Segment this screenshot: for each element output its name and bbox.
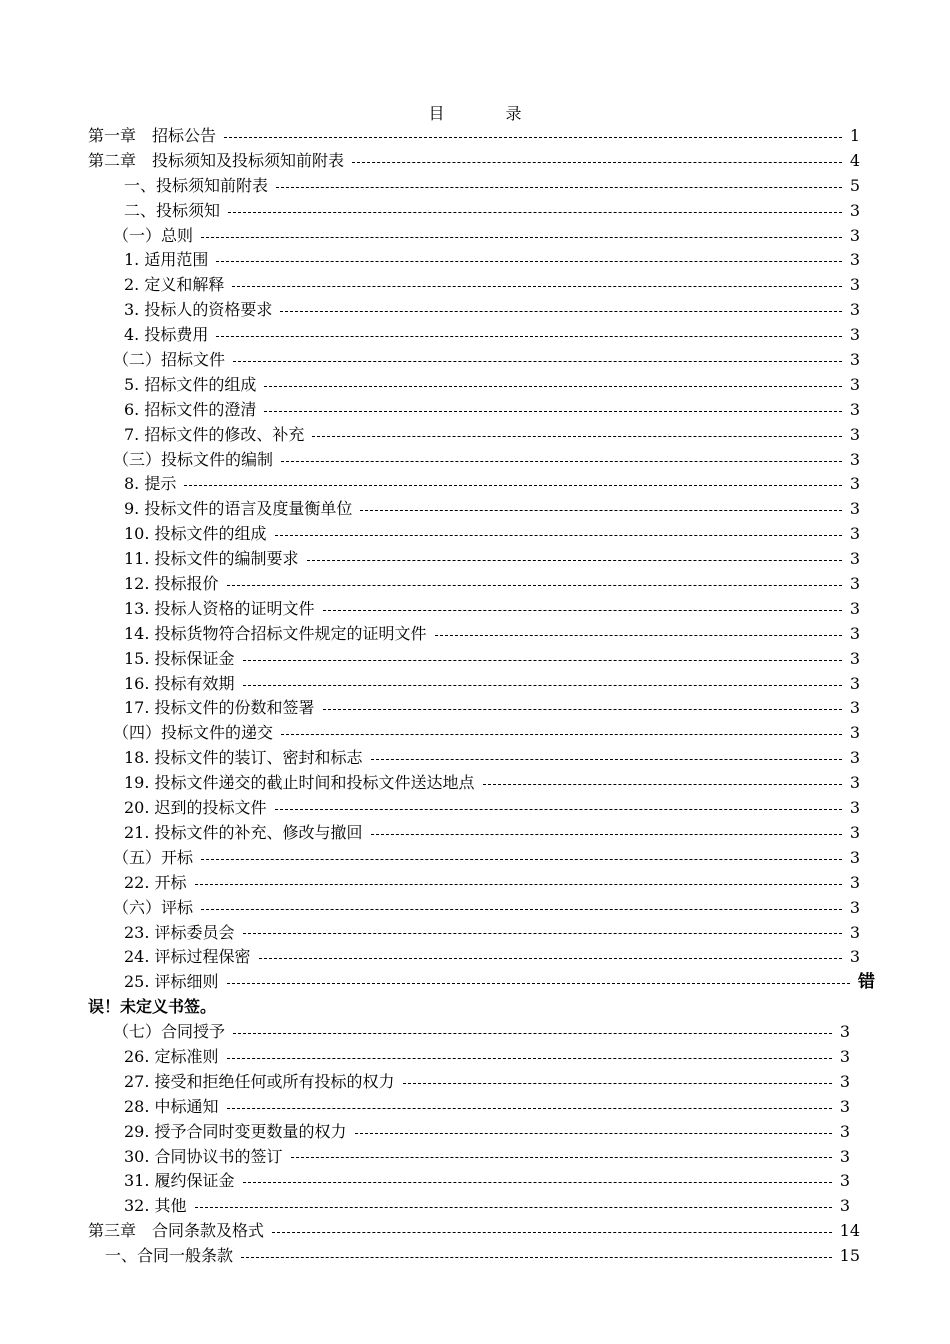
toc-entry[interactable] [0, 1145, 950, 1170]
dotted-leader [264, 386, 841, 387]
toc-entry[interactable] [0, 373, 950, 398]
toc-entry[interactable] [0, 721, 950, 746]
toc-entry-label: （二）招标文件 [113, 350, 226, 370]
toc-entry-label: 4. 投标费用 [124, 325, 209, 345]
toc-entry[interactable] [0, 472, 950, 497]
dotted-leader [281, 461, 842, 462]
toc-entry-label: 第二章 投标须知及投标须知前附表 [88, 150, 345, 170]
toc-entry[interactable] [0, 1120, 950, 1145]
toc-entry-label: 16. 投标有效期 [124, 673, 235, 693]
toc-entry-label: 2. 定义和解释 [124, 275, 225, 295]
toc-entry[interactable] [0, 1070, 950, 1095]
toc-entry[interactable] [0, 348, 950, 373]
dotted-leader [243, 1182, 832, 1183]
toc-entry-label: 9. 投标文件的语言及度量衡单位 [124, 499, 353, 519]
toc-entry-page-number: 3 [849, 872, 860, 892]
toc-entry-page-number: 3 [839, 1196, 850, 1216]
toc-entry-page-number: 3 [849, 574, 860, 594]
dotted-leader [259, 958, 842, 959]
toc-entry[interactable] [0, 174, 950, 199]
toc-entry-label: 二、投标须知 [124, 200, 221, 220]
toc-entry-label: 14. 投标货物符合招标文件规定的证明文件 [124, 623, 427, 643]
toc-entry-label: （五）开标 [113, 847, 194, 867]
toc-entry-label: 8. 提示 [124, 474, 177, 494]
dotted-leader [201, 859, 842, 860]
dotted-leader [280, 311, 841, 312]
toc-entry[interactable] [0, 248, 950, 273]
toc-entry-label: 20. 迟到的投标文件 [124, 798, 267, 818]
toc-entry[interactable] [0, 696, 950, 721]
toc-entry-page-number: 3 [849, 449, 860, 469]
toc-entry-label: 25. 评标细则 [124, 972, 219, 992]
toc-entry[interactable] [0, 224, 950, 249]
toc-entry-page-number: 3 [849, 897, 860, 917]
toc-entry[interactable] [0, 323, 950, 348]
toc-entry[interactable] [0, 398, 950, 423]
toc-entry-page-number: 3 [849, 922, 860, 942]
dotted-leader [195, 1207, 832, 1208]
toc-entry[interactable] [0, 821, 950, 846]
toc-entry[interactable] [0, 448, 950, 473]
toc-entry-label: 17. 投标文件的份数和签署 [124, 698, 315, 718]
toc-entry-page-number: 3 [839, 1046, 850, 1066]
dotted-leader [243, 660, 842, 661]
toc-entry[interactable] [0, 1095, 950, 1120]
toc-entry-label: （七）合同授予 [113, 1022, 226, 1042]
toc-entry-label: 32. 其他 [124, 1196, 187, 1216]
toc-entry-label: 24. 评标过程保密 [124, 947, 251, 967]
dotted-leader [371, 759, 842, 760]
toc-entry-label: （六）评标 [113, 897, 194, 917]
toc-entry-label: 22. 开标 [124, 872, 187, 892]
dotted-leader [352, 162, 842, 163]
toc-entry[interactable] [0, 896, 950, 921]
toc-entry-page-number: 5 [849, 175, 860, 195]
toc-entry-page-number: 1 [849, 126, 860, 145]
toc-entry-page-number: 3 [849, 499, 860, 519]
toc-entry-page-number: 3 [849, 847, 860, 867]
toc-entry[interactable] [0, 1194, 950, 1219]
toc-entry-label: 5. 招标文件的组成 [124, 374, 257, 394]
toc-entry-page-number: 3 [849, 822, 860, 842]
toc-entry-label: 10. 投标文件的组成 [124, 524, 267, 544]
toc-entry-label: （四）投标文件的递交 [113, 723, 274, 743]
toc-entry-page-number: 3 [849, 374, 860, 394]
toc-entry-label: 6. 招标文件的澄清 [124, 399, 257, 419]
toc-entry[interactable] [0, 1244, 950, 1269]
toc-entry[interactable] [0, 124, 950, 149]
dotted-leader [435, 635, 842, 636]
toc-entry-label: 21. 投标文件的补充、修改与撤回 [124, 822, 363, 842]
toc-entry-page-number: 3 [839, 1146, 850, 1166]
dotted-leader [216, 336, 841, 337]
toc-entry-page-number: 3 [849, 798, 860, 818]
table-of-contents [0, 124, 950, 1269]
toc-entry-label: 30. 合同协议书的签订 [124, 1146, 283, 1166]
dotted-leader [275, 809, 842, 810]
toc-entry-page-number: 3 [849, 275, 860, 295]
toc-entry[interactable] [0, 970, 950, 995]
toc-entry-page-number: 3 [849, 200, 860, 220]
toc-entry-label: 27. 接受和拒绝任何或所有投标的权力 [124, 1071, 395, 1091]
dotted-leader [307, 560, 842, 561]
dotted-leader [233, 1033, 832, 1034]
dotted-leader [360, 510, 841, 511]
dotted-leader [276, 187, 842, 188]
toc-entry-page-number: 3 [849, 723, 860, 743]
toc-entry-label: 28. 中标通知 [124, 1096, 219, 1116]
toc-entry-page-number: 3 [849, 698, 860, 718]
toc-entry[interactable] [0, 771, 950, 796]
dotted-leader [227, 1108, 832, 1109]
toc-entry-page-number: 3 [849, 549, 860, 569]
dotted-leader [184, 485, 841, 486]
toc-entry[interactable] [0, 1045, 950, 1070]
toc-entry[interactable] [0, 547, 950, 572]
dotted-leader [241, 1257, 832, 1258]
toc-entry-label: （三）投标文件的编制 [113, 449, 274, 469]
toc-entry-label: 7. 招标文件的修改、补充 [124, 424, 305, 444]
toc-entry[interactable] [0, 945, 950, 970]
toc-entry-page-number: 3 [849, 773, 860, 793]
toc-entry-label: 18. 投标文件的装订、密封和标志 [124, 748, 363, 768]
dotted-leader [216, 261, 841, 262]
toc-entry-label: 1. 适用范围 [124, 250, 209, 270]
toc-entry[interactable] [0, 199, 950, 224]
toc-entry[interactable] [0, 871, 950, 896]
toc-entry-page-number: 3 [839, 1171, 850, 1191]
toc-entry-label: 11. 投标文件的编制要求 [124, 549, 299, 569]
toc-entry-label: 一、投标须知前附表 [124, 175, 269, 195]
toc-entry-page-number: 3 [849, 623, 860, 643]
dotted-leader [323, 610, 842, 611]
toc-entry-label: 一、合同一般条款 [105, 1246, 234, 1266]
toc-entry[interactable] [0, 1020, 950, 1045]
toc-entry[interactable] [0, 796, 950, 821]
dotted-leader [312, 436, 841, 437]
toc-entry-page-number: 3 [849, 325, 860, 345]
dotted-leader [291, 1157, 832, 1158]
dotted-leader [281, 734, 842, 735]
toc-entry-page-number: 3 [849, 748, 860, 768]
toc-entry[interactable] [0, 572, 950, 597]
toc-entry-page-number: 3 [849, 300, 860, 320]
dotted-leader [233, 361, 842, 362]
dotted-leader [403, 1083, 832, 1084]
toc-entry-label: （一）总则 [113, 225, 194, 245]
toc-entry-page-number: 3 [849, 598, 860, 618]
dotted-leader [228, 212, 842, 213]
toc-entry-page-number: 3 [849, 424, 860, 444]
toc-entry[interactable] [0, 597, 950, 622]
toc-entry[interactable] [0, 672, 950, 697]
toc-entry-label: 15. 投标保证金 [124, 648, 235, 668]
dotted-leader [264, 411, 841, 412]
toc-entry[interactable] [0, 149, 950, 174]
toc-entry-page-number: 3 [849, 250, 860, 270]
toc-entry-label: 12. 投标报价 [124, 574, 219, 594]
toc-entry[interactable] [0, 647, 950, 672]
dotted-leader [243, 685, 842, 686]
dotted-leader [275, 535, 842, 536]
toc-entry-page-number: 3 [849, 673, 860, 693]
toc-entry-label: 19. 投标文件递交的截止时间和投标文件送达地点 [124, 773, 475, 793]
toc-entry-page-number: 3 [839, 1022, 850, 1042]
toc-entry-page-number: 3 [849, 225, 860, 245]
toc-entry-page-number: 3 [839, 1071, 850, 1091]
dotted-leader [227, 1058, 832, 1059]
toc-entry-label: 第一章 招标公告 [88, 126, 217, 145]
dotted-leader [355, 1133, 832, 1134]
toc-entry-label: 23. 评标委员会 [124, 922, 235, 942]
toc-entry-label: 第三章 合同条款及格式 [88, 1221, 265, 1241]
toc-entry-label: 29. 授予合同时变更数量的权力 [124, 1121, 347, 1141]
toc-entry-label: 3. 投标人的资格要求 [124, 300, 273, 320]
toc-entry-page-number: 3 [849, 474, 860, 494]
dotted-leader [195, 884, 842, 885]
dotted-leader [483, 784, 842, 785]
toc-entry[interactable] [0, 522, 950, 547]
toc-entry[interactable] [0, 1169, 950, 1194]
toc-title: 目 录 [428, 104, 550, 123]
dotted-leader [243, 933, 842, 934]
toc-entry-page-number: 3 [849, 524, 860, 544]
toc-entry[interactable] [0, 846, 950, 871]
toc-entry-page-number: 15 [839, 1246, 860, 1266]
toc-entry-label: 26. 定标准则 [124, 1046, 219, 1066]
dotted-leader [232, 286, 841, 287]
dotted-leader [201, 909, 842, 910]
toc-entry-page-number: 14 [839, 1221, 860, 1241]
toc-entry-page-number: 3 [849, 648, 860, 668]
toc-entry-label: 31. 履约保证金 [124, 1171, 235, 1191]
toc-entry-page-number: 4 [849, 150, 860, 170]
dotted-leader [224, 137, 842, 138]
toc-entry-page-number: 3 [839, 1096, 850, 1116]
toc-entry[interactable] [0, 298, 950, 323]
toc-entry-label: 13. 投标人资格的证明文件 [124, 598, 315, 618]
toc-entry-page-number: 3 [839, 1121, 850, 1141]
dotted-leader [201, 237, 842, 238]
toc-entry[interactable] [0, 1219, 950, 1244]
dotted-leader [227, 585, 842, 586]
dotted-leader [227, 983, 850, 984]
toc-entry[interactable] [0, 497, 950, 522]
toc-entry[interactable] [0, 423, 950, 448]
toc-entry[interactable] [0, 622, 950, 647]
toc-entry[interactable] [0, 746, 950, 771]
toc-entry[interactable] [0, 273, 950, 298]
bookmark-error-text: 误！未定义书签。 [88, 997, 217, 1017]
toc-entry-page-number: 3 [849, 947, 860, 967]
toc-entry-page-number: 3 [849, 350, 860, 370]
toc-entry-page-number: 3 [849, 399, 860, 419]
toc-entry[interactable] [0, 921, 950, 946]
dotted-leader [272, 1232, 832, 1233]
toc-entry-page-number: 错 [858, 972, 875, 993]
dotted-leader [323, 709, 842, 710]
dotted-leader [371, 834, 842, 835]
